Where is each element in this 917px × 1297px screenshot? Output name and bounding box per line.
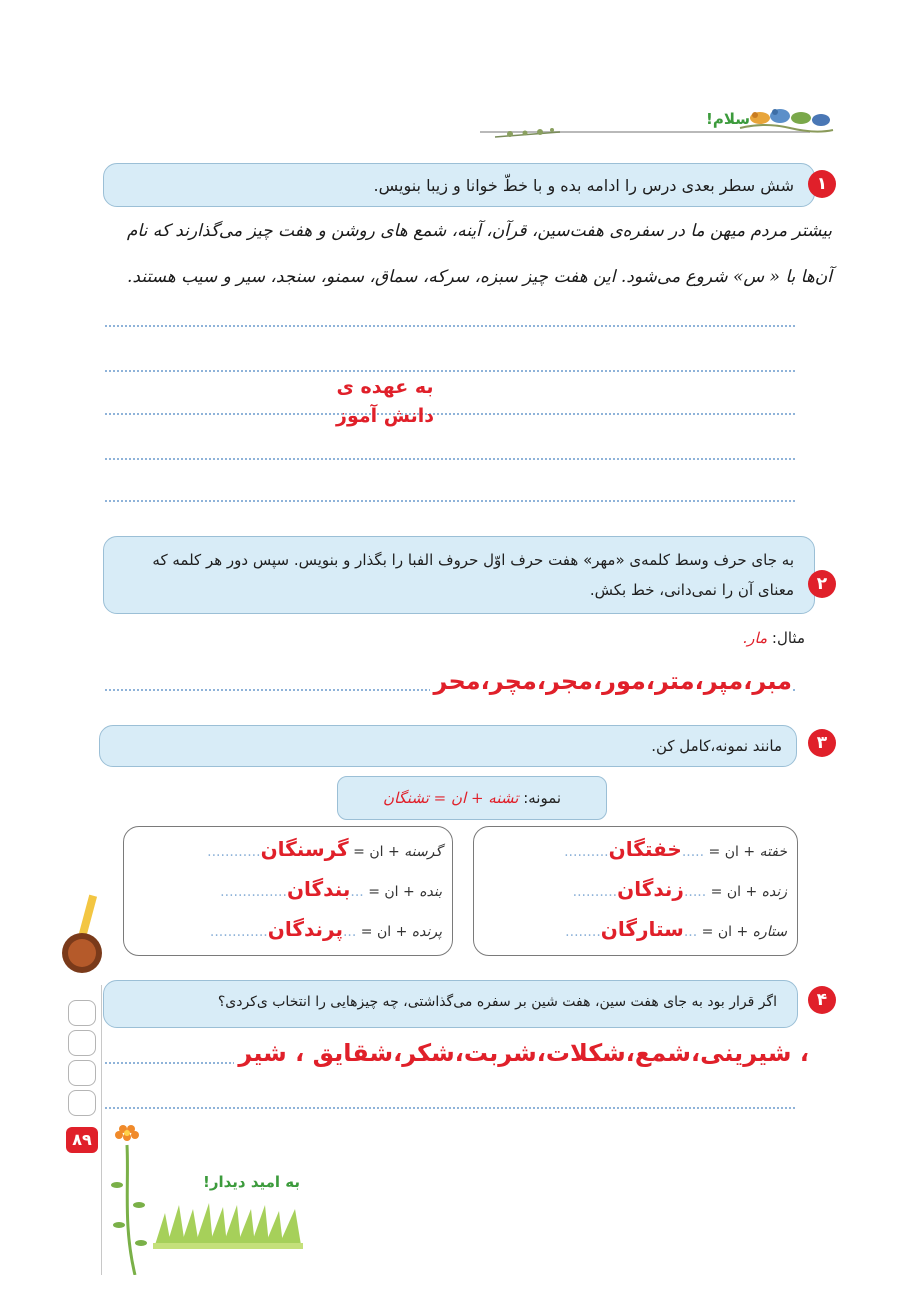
q3-example-pill xyxy=(337,776,607,820)
q1-paragraph-line-2: آن‌ها با « س» شروع می‌شود. این هفت چیز سبزه، سرکه، سماق، سمنو، سنجد، سیر و سیب هستند. xyxy=(127,267,832,287)
q1-instruction-box xyxy=(103,163,815,207)
q3-example-value: تشنه + ان = تشنگان xyxy=(382,789,519,807)
q1-writing-line xyxy=(105,500,795,502)
q3-right-row-2 xyxy=(573,877,787,901)
q3-left-word: بنده xyxy=(419,884,442,900)
q4-writing-line xyxy=(105,1107,795,1109)
q1-writing-line xyxy=(105,413,795,415)
flower-grass-illustration xyxy=(105,1125,310,1275)
q3-answer-dots: ..... xyxy=(681,844,705,860)
q3-plus-an: + ان = xyxy=(701,924,749,940)
margin-rule xyxy=(101,985,102,1275)
progress-checkbox[interactable] xyxy=(68,1090,96,1116)
page-number: ۸۹ xyxy=(66,1127,98,1153)
q2-example xyxy=(743,624,806,652)
q2-example-value: مار. xyxy=(742,629,768,647)
q2-number-badge: ۲ xyxy=(808,570,836,598)
pencil-cup-illustration xyxy=(58,893,106,978)
header-greeting: سلام! xyxy=(706,110,750,128)
q4-number-badge: ۴ xyxy=(808,986,836,1014)
footer-farewell: به امید دیدار! xyxy=(202,1173,300,1191)
q3-left-box xyxy=(123,826,453,956)
q3-plus-an: + ان = xyxy=(710,884,758,900)
q3-plus-an: + ان = xyxy=(708,844,756,860)
q3-answer-dots: ..... xyxy=(683,884,707,900)
q1-answer-line-1: به عهده ی xyxy=(336,376,434,398)
q3-answer-dots: .......... xyxy=(572,884,618,900)
q1-number-badge: ۱ xyxy=(808,170,836,198)
q3-plus-an: + ان = xyxy=(368,884,415,900)
q4-answer: ، شیرینی،شمع،شکلات،شربت،شکر،شقایق ، شیر xyxy=(234,1036,809,1070)
progress-checkbox[interactable] xyxy=(68,1030,96,1056)
q3-answer-dots: ........ xyxy=(565,924,601,940)
q3-left-answer: گرسنگان xyxy=(260,837,349,861)
q1-writing-line xyxy=(105,458,795,460)
q3-answer-dots: ... xyxy=(683,924,698,940)
q3-answer-dots: ... xyxy=(342,924,357,940)
q3-right-box xyxy=(473,826,798,956)
q3-right-answer: زندگان xyxy=(617,877,684,901)
birds-illustration xyxy=(735,98,835,140)
q3-example-label: نمونه: xyxy=(523,789,562,807)
sprig-decoration xyxy=(490,112,570,152)
q1-instruction: شش سطر بعدی درس را ادامه بده و با خطّ خوانا و زیبا بنویس. xyxy=(373,176,794,195)
q2-answer: مبر،مپر،متر،مور،مجر،مچر،محر xyxy=(430,664,792,698)
q3-right-answer: خفتگان xyxy=(608,837,682,861)
q4-instruction-box xyxy=(103,980,798,1028)
progress-checkbox[interactable] xyxy=(68,1000,96,1026)
q3-left-row-3 xyxy=(210,917,442,941)
q3-left-answer: بندگان xyxy=(286,877,351,901)
q3-left-answer: پرندگان xyxy=(267,917,343,941)
q3-left-word: پرنده xyxy=(411,924,442,940)
q2-example-label: مثال: xyxy=(771,629,805,647)
q3-right-word: خفته xyxy=(759,844,787,860)
q3-instruction-box xyxy=(99,725,797,767)
q1-writing-line xyxy=(105,370,795,372)
progress-checkbox[interactable] xyxy=(68,1060,96,1086)
q3-right-answer: ستارگان xyxy=(600,917,684,941)
q3-right-row-1 xyxy=(564,837,787,861)
q3-answer-dots: ... xyxy=(350,884,364,900)
q3-answer-dots: ............. xyxy=(209,924,268,940)
q1-answer-line-2: دانش آموز xyxy=(336,405,434,427)
q3-left-word: گرسنه xyxy=(404,844,442,860)
q3-plus-an: + ان = xyxy=(353,844,400,860)
q3-left-row-1 xyxy=(207,837,442,861)
q3-right-row-3 xyxy=(565,917,787,941)
q2-instruction-box xyxy=(103,536,815,614)
q3-right-word: زنده xyxy=(761,884,787,900)
q4-instruction: اگر قرار بود به جای هفت سین، هفت شین بر سفره می‌گذاشتی، چه چیزهایی را انتخاب ی‌کردی؟ xyxy=(217,994,777,1010)
q2-instruction-line-1: به جای حرف وسط کلمه‌ی «مهر» هفت حرف اوّل حروف الفبا را بگذار و بنویس. سپس دور هر کلمه که xyxy=(152,551,794,569)
q1-paragraph-line-1: بیشتر مردم میهن ما در سفره‌ی هفت‌سین، قرآن، آینه، شمع های روشن و هفت چیز می‌گذارند که نام xyxy=(126,221,832,241)
q3-answer-dots: ............... xyxy=(220,884,287,900)
q3-number-badge: ۳ xyxy=(808,729,836,757)
q3-answer-dots: .......... xyxy=(564,844,609,860)
q2-instruction-line-2: معنای آن را نمی‌دانی، خط بکش. xyxy=(589,581,794,599)
q3-plus-an: + ان = xyxy=(360,924,408,940)
q1-writing-line xyxy=(105,325,795,327)
q3-right-word: ستاره xyxy=(752,924,787,940)
q3-answer-dots: ............ xyxy=(207,844,261,860)
q3-left-row-2 xyxy=(220,877,442,901)
q3-instruction: مانند نمونه،کامل کن. xyxy=(651,737,782,755)
